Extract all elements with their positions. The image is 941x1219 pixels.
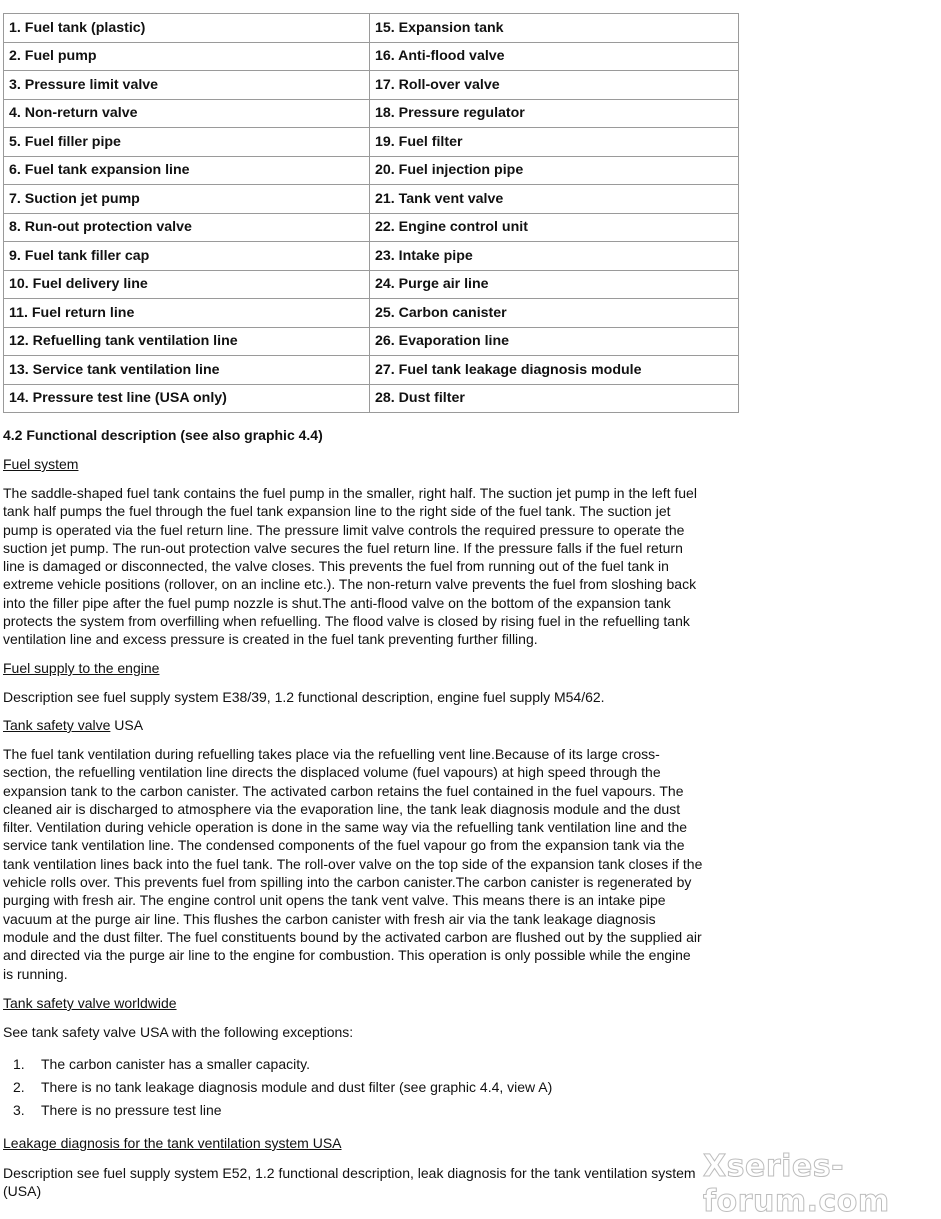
fuel-system-heading: Fuel system	[3, 456, 79, 472]
list-item: 2. There is no tank leakage diagnosis module and dust filter (see graphic 4.4, view A)	[13, 1079, 553, 1095]
exceptions-list	[3, 1055, 739, 1124]
table-row	[4, 299, 739, 328]
table-row	[4, 242, 739, 271]
table-cell: 16. Anti-flood valve	[370, 42, 739, 71]
table-cell: 14. Pressure test line (USA only)	[4, 384, 370, 413]
table-cell: 15. Expansion tank	[370, 14, 739, 43]
table-cell: 12. Refuelling tank ventilation line	[4, 327, 370, 356]
table-row	[4, 14, 739, 43]
tank-safety-valve-usa-paragraph: The fuel tank ventilation during refuelling takes place via the refuelling vent line.Because of its large cross- section, the refuelling ventilation line directs the displaced volume (fuel vapours) at high speed through the expansion tank to the carbon canister. The activated carbon retains the fuel contained in the fuel vapours. The cleaned air is discharged to atmosphere via the evaporation line, the tank leak diagnosis module and the dust filter. Ventilation during vehicle operation is done in the same way via the refuelling tank ventilation line and the service tank ventilation line. The condensed components of the fuel vapour go from the expansion tank via the tank ventilation lines back into the fuel tank. The roll-over valve on the top side of the expansion tank closes if the vehicle rolls over. This prevents fuel from spilling into the carbon canister.The carbon canister is regenerated by purging with fresh air. The engine control unit opens the tank vent valve. This means there is an intake pipe vacuum at the purge air line. This flushes the carbon canister with fresh air via the tank leakage diagnosis module and the dust filter. The fuel constituents bound by the activated carbon are flushed out by the supplied air and directed via the purge air line to the engine for combustion. This operation is only possible while the engine is running.	[3, 746, 703, 982]
fuel-system-section	[3, 456, 739, 472]
table-cell: 6. Fuel tank expansion line	[4, 156, 370, 185]
tank-safety-valve-usa-heading: Tank safety valve USA	[3, 717, 144, 733]
table-row	[4, 42, 739, 71]
fuel-system-paragraph: The saddle-shaped fuel tank contains the fuel pump in the smaller, right half. The suction jet pump in the left fuel tank half pumps the fuel through the fuel tank expansion line to the right side of the fuel tank. The suction jet pump is operated via the fuel return line. The pressure limit valve controls the required pressure to operate the suction jet pump. The run-out protection valve secures the fuel return line. If the pressure falls if the fuel return line is damaged or disconnected, the valve closes. This prevents the fuel from running out of the fuel tank in extreme vehicle positions (rollover, on an incline etc.). The non-return valve prevents the fuel from sloshing back into the filler pipe after the fuel pump nozzle is shut.The anti-flood valve on the bottom of the expansion tank protects the system from overfilling when refuelling. The flood valve is closed by rising fuel in the refuelling tank ventilation line and excess pressure is created in the fuel tank preventing further filling.	[3, 485, 697, 648]
fuel-supply-heading: Fuel supply to the engine	[3, 660, 160, 676]
table-row	[4, 213, 739, 242]
worldwide-intro: See tank safety valve USA with the following exceptions:	[3, 1024, 354, 1040]
table-cell: 7. Suction jet pump	[4, 185, 370, 214]
table-row	[4, 156, 739, 185]
table-row	[4, 99, 739, 128]
table-cell: 25. Carbon canister	[370, 299, 739, 328]
fuel-supply-text: Description see fuel supply system E38/39, 1.2 functional description, engine fuel supply M54/62.	[3, 689, 605, 705]
table-cell: 23. Intake pipe	[370, 242, 739, 271]
table-cell: 5. Fuel filler pipe	[4, 128, 370, 157]
watermark: Xseries-forum.com	[703, 1149, 890, 1219]
table-row	[4, 356, 739, 385]
table-cell: 19. Fuel filter	[370, 128, 739, 157]
table-row	[4, 128, 739, 157]
table-cell: 26. Evaporation line	[370, 327, 739, 356]
table-row	[4, 327, 739, 356]
table-cell: 22. Engine control unit	[370, 213, 739, 242]
tank-safety-valve-worldwide-heading: Tank safety valve worldwide	[3, 995, 177, 1011]
table-cell: 21. Tank vent valve	[370, 185, 739, 214]
table-cell: 27. Fuel tank leakage diagnosis module	[370, 356, 739, 385]
table-cell: 10. Fuel delivery line	[4, 270, 370, 299]
leakage-diagnosis-heading: Leakage diagnosis for the tank ventilation system USA	[3, 1135, 342, 1151]
table-cell: 28. Dust filter	[370, 384, 739, 413]
section-title: 4.2 Functional description (see also graphic 4.4)	[3, 427, 323, 443]
table-cell: 3. Pressure limit valve	[4, 71, 370, 100]
table-cell: 17. Roll-over valve	[370, 71, 739, 100]
table-cell: 9. Fuel tank filler cap	[4, 242, 370, 271]
component-legend-table	[3, 13, 739, 413]
table-cell: 11. Fuel return line	[4, 299, 370, 328]
table-row	[4, 185, 739, 214]
table-cell: 1. Fuel tank (plastic)	[4, 14, 370, 43]
table-cell: 8. Run-out protection valve	[4, 213, 370, 242]
table-row	[4, 71, 739, 100]
table-cell: 13. Service tank ventilation line	[4, 356, 370, 385]
table-cell: 4. Non-return valve	[4, 99, 370, 128]
table-cell: 20. Fuel injection pipe	[370, 156, 739, 185]
table-row	[4, 384, 739, 413]
table-cell: 18. Pressure regulator	[370, 99, 739, 128]
list-item: 1. The carbon canister has a smaller capacity.	[13, 1056, 310, 1072]
table-cell: 2. Fuel pump	[4, 42, 370, 71]
table-cell: 24. Purge air line	[370, 270, 739, 299]
list-item: 3. There is no pressure test line	[13, 1102, 222, 1118]
leakage-diagnosis-text: Description see fuel supply system E52, 1.2 functional description, leak diagnosis for the tank ventilation system (USA)	[3, 1165, 696, 1200]
table-row	[4, 270, 739, 299]
